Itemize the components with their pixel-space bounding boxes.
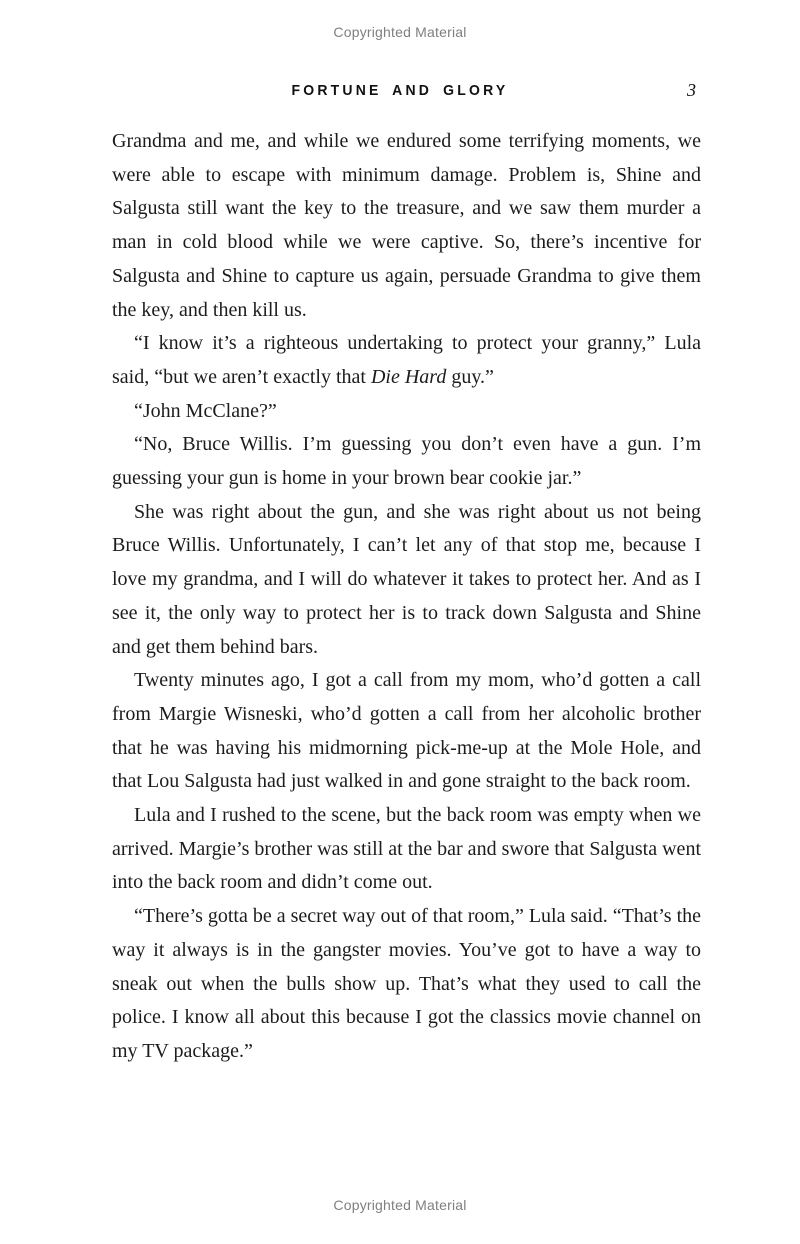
running-header xyxy=(0,81,800,103)
page-number: 3 xyxy=(687,80,696,100)
paragraph xyxy=(112,395,701,429)
paragraph xyxy=(112,496,701,665)
text-segment: “I know it’s a righteous undertaking to protect your granny,” Lula said, “but we aren’t exactly that xyxy=(112,332,701,388)
paragraph xyxy=(112,664,701,799)
paragraph xyxy=(112,428,701,495)
copyright-notice-top: Copyrighted Material xyxy=(333,24,467,40)
text-segment: Grandma and me, and while we endured some terrifying moments, we were able to escape with minimum damage. Problem is, Shine and Salgusta still want the key to the treasure, and we saw them murder a man in cold blood while we were captive. So, there’s incentive for Salgusta and Shine to capture us again, persuade Grandma to give them the key, and then kill us. xyxy=(112,130,701,321)
page-body-text xyxy=(112,125,701,1069)
text-segment: “There’s gotta be a secret way out of that room,” Lula said. “That’s the way it always is in the gangster movies. You’ve got to have a way to sneak out when the bulls show up. That’s what they used to call the police. I know all about this because I got the classics movie channel on my TV package.” xyxy=(112,905,702,1062)
text-segment: guy.” xyxy=(446,365,494,388)
copyright-notice-bottom: Copyrighted Material xyxy=(333,1197,467,1213)
paragraph xyxy=(112,125,701,327)
paragraph xyxy=(112,799,701,900)
text-segment: She was right about the gun, and she was right about us not being Bruce Willis. Unfortunately, I can’t let any of that stop me, because I love my grandma, and I will do whatever it takes to protect her. And as I see it, the only way to protect her is to track down Salgusta and Shine and get them behind bars. xyxy=(112,500,701,658)
paragraph xyxy=(112,900,701,1069)
running-header-title: FORTUNE AND GLORY xyxy=(291,81,509,99)
text-segment: Lula and I rushed to the scene, but the back room was empty when we arrived. Margie’s brother was still at the bar and swore that Salgusta went into the back room and didn’t come out. xyxy=(112,804,701,894)
text-segment: “No, Bruce Willis. I’m guessing you don’t even have a gun. I’m guessing your gun is home in your brown bear cookie jar.” xyxy=(112,433,701,490)
paragraph xyxy=(112,327,701,394)
italic-text-segment: Die Hard xyxy=(370,365,447,388)
text-segment: Twenty minutes ago, I got a call from my mom, who’d gotten a call from Margie Wisneski, who’d gotten a call from her alcoholic brother that he was having his midmorning pick-me-up at the Mole Hole, and that Lou Salgusta had just walked in and gone straight to the back room. xyxy=(112,669,701,793)
text-segment: “John McClane?” xyxy=(134,399,277,422)
